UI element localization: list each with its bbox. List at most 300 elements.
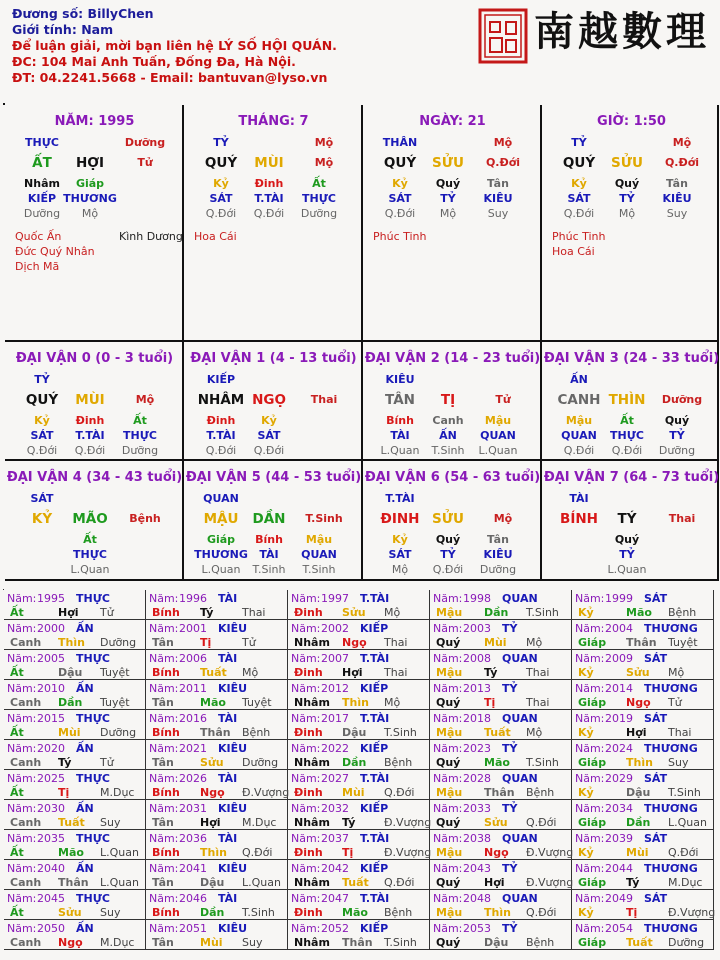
year-branch: Tị bbox=[342, 846, 354, 859]
year-stem: Ất bbox=[10, 726, 24, 739]
hidden-star: KIẾP bbox=[27, 192, 57, 205]
year-star: THƯƠNG bbox=[644, 742, 698, 755]
year-number: 2047 bbox=[321, 892, 349, 905]
year-stage: Đ.Vượng bbox=[526, 846, 574, 859]
year-cell bbox=[146, 650, 288, 680]
year-cell bbox=[430, 860, 572, 890]
year-branch: Thân bbox=[342, 936, 373, 949]
year-stage: Tử bbox=[242, 636, 256, 649]
dai-van-cell bbox=[542, 461, 719, 581]
year-stage: T.Sinh bbox=[384, 936, 417, 949]
year-label: Năm: bbox=[575, 682, 605, 695]
year-star: THỰC bbox=[76, 772, 110, 785]
header-block bbox=[12, 6, 337, 86]
year-stage: Thai bbox=[384, 636, 408, 649]
year-stem: Mậu bbox=[436, 906, 463, 919]
year-branch: Mão bbox=[200, 696, 226, 709]
year-star: KIẾP bbox=[360, 742, 389, 755]
year-star: QUAN bbox=[502, 592, 538, 605]
year-number: 2012 bbox=[321, 682, 349, 695]
hidden-phase: Q.Đới bbox=[205, 207, 237, 220]
year-number: 2034 bbox=[605, 802, 633, 815]
year-star: ẤN bbox=[76, 742, 94, 755]
year-label: Năm: bbox=[575, 772, 605, 785]
year-branch: Tý bbox=[342, 816, 356, 829]
year-stage: Thai bbox=[526, 696, 550, 709]
year-number: 2050 bbox=[37, 922, 65, 935]
year-branch: Dậu bbox=[484, 936, 509, 949]
hidden-stem: Mậu bbox=[305, 533, 333, 546]
year-stage: Tuyệt bbox=[668, 636, 698, 649]
year-stem: Tân bbox=[152, 756, 174, 769]
year-stage: Bệnh bbox=[384, 906, 413, 919]
hidden-phase: Q.Đới bbox=[26, 444, 58, 457]
year-stem: Mậu bbox=[436, 666, 463, 679]
year-number: 2037 bbox=[321, 832, 349, 845]
year-branch: Thân bbox=[484, 786, 515, 799]
year-stem: Bính bbox=[152, 726, 180, 739]
pillar-star: THỰC bbox=[25, 136, 59, 149]
dai-van-star: KIẾP bbox=[206, 373, 236, 386]
year-star: SÁT bbox=[644, 832, 668, 845]
hidden-phase: L.Quan bbox=[607, 563, 647, 576]
year-branch: Dần bbox=[200, 906, 225, 919]
year-star: KIẾP bbox=[360, 922, 389, 935]
dai-van-stem: BÍNH bbox=[560, 511, 598, 527]
year-stage: T.Sinh bbox=[242, 906, 275, 919]
year-label: Năm: bbox=[291, 772, 321, 785]
hidden-star: TỶ bbox=[669, 429, 685, 442]
year-stem: Ất bbox=[10, 846, 24, 859]
hidden-stem: Ất bbox=[133, 414, 147, 427]
year-stage: Tuyệt bbox=[100, 666, 130, 679]
dai-van-title: ĐẠI VẬN 5 (44 - 53 tuổi) bbox=[185, 470, 362, 485]
pillar-cell bbox=[184, 105, 363, 342]
year-stem: Bính bbox=[152, 666, 180, 679]
year-star: TỶ bbox=[502, 802, 518, 815]
hidden-star: TỶ bbox=[619, 548, 635, 561]
dai-van-title: ĐẠI VẬN 7 (64 - 73 tuổi) bbox=[543, 470, 720, 485]
year-branch: Ngọ bbox=[58, 936, 83, 949]
year-star: THỰC bbox=[76, 832, 110, 845]
dai-van-stage: Mộ bbox=[135, 393, 155, 406]
year-stem: Ất bbox=[10, 666, 24, 679]
hidden-phase: L.Quan bbox=[380, 444, 420, 457]
year-label: Năm: bbox=[291, 892, 321, 905]
year-stage: M.Dục bbox=[242, 816, 277, 829]
year-stem: Giáp bbox=[578, 636, 607, 649]
dai-van-stage: Thai bbox=[668, 512, 696, 525]
year-stage: Q.Đới bbox=[384, 876, 415, 889]
year-number: 2054 bbox=[605, 922, 633, 935]
four-pillars-grid bbox=[3, 103, 720, 576]
dai-van-stage: Tử bbox=[495, 393, 511, 406]
year-label: Năm: bbox=[149, 592, 179, 605]
dai-van-star: ẤN bbox=[570, 373, 588, 386]
dai-van-cell bbox=[5, 342, 184, 461]
year-stem: Quý bbox=[436, 876, 461, 889]
yearly-luck-table bbox=[3, 589, 716, 949]
year-star: ẤN bbox=[76, 682, 94, 695]
year-label: Năm: bbox=[7, 742, 37, 755]
year-star: KIÊU bbox=[218, 682, 248, 695]
year-branch: Tị bbox=[58, 786, 70, 799]
year-stage: Thai bbox=[526, 666, 550, 679]
hidden-stem: Quý bbox=[664, 414, 690, 427]
year-star: QUAN bbox=[502, 772, 538, 785]
year-number: 2027 bbox=[321, 772, 349, 785]
year-label: Năm: bbox=[291, 742, 321, 755]
pillar-stem: QUÝ bbox=[562, 155, 596, 171]
dai-van-title: ĐẠI VẬN 0 (0 - 3 tuổi) bbox=[15, 351, 174, 366]
year-number: 2011 bbox=[179, 682, 207, 695]
year-cell bbox=[572, 800, 714, 830]
hidden-phase: Dưỡng bbox=[479, 563, 517, 576]
year-branch: Thìn bbox=[200, 846, 227, 859]
year-number: 2044 bbox=[605, 862, 633, 875]
year-branch: Mão bbox=[626, 606, 652, 619]
year-star: T.TÀI bbox=[360, 892, 390, 905]
hidden-stem: Bính bbox=[386, 414, 414, 427]
hidden-stem: Đinh bbox=[254, 177, 284, 190]
dai-van-title: ĐẠI VẬN 4 (34 - 43 tuổi) bbox=[6, 470, 183, 485]
dai-van-stage: Dưỡng bbox=[661, 393, 703, 406]
hidden-phase: Q.Đới bbox=[384, 207, 416, 220]
year-cell bbox=[430, 620, 572, 650]
year-branch: Mùi bbox=[342, 786, 365, 799]
year-star: ẤN bbox=[76, 622, 94, 635]
year-stage: Tuyệt bbox=[242, 696, 272, 709]
pillar-cell bbox=[363, 105, 542, 342]
year-label: Năm: bbox=[149, 712, 179, 725]
year-stem: Quý bbox=[436, 936, 461, 949]
hidden-stem: Đinh bbox=[75, 414, 105, 427]
dai-van-cell bbox=[184, 461, 363, 581]
year-stage: Đ.Vượng bbox=[242, 786, 290, 799]
pillar-star: TỶ bbox=[213, 136, 229, 149]
year-number: 2041 bbox=[179, 862, 207, 875]
year-stage: Tuyệt bbox=[100, 696, 130, 709]
year-stem: Tân bbox=[152, 876, 174, 889]
year-stage: Bệnh bbox=[384, 756, 413, 769]
year-stage: L.Quan bbox=[100, 876, 139, 889]
hidden-star: THỰC bbox=[73, 548, 107, 561]
hidden-star: THỰC bbox=[610, 429, 644, 442]
year-stem: Đinh bbox=[294, 786, 323, 799]
year-star: THỰC bbox=[76, 712, 110, 725]
year-cell bbox=[288, 770, 430, 800]
hidden-phase: Mộ bbox=[618, 207, 636, 220]
year-label: Năm: bbox=[433, 832, 463, 845]
hidden-phase: Q.Đới bbox=[74, 444, 106, 457]
dai-van-branch: DẦN bbox=[252, 511, 286, 527]
year-stage: Bệnh bbox=[526, 936, 555, 949]
year-star: SÁT bbox=[644, 592, 668, 605]
hidden-phase: Mộ bbox=[81, 207, 99, 220]
year-cell bbox=[4, 680, 146, 710]
year-branch: Sửu bbox=[200, 756, 224, 769]
year-number: 1995 bbox=[37, 592, 65, 605]
year-label: Năm: bbox=[575, 592, 605, 605]
logo-char: 越 bbox=[578, 8, 618, 55]
pillar-note: Quốc Ấn bbox=[15, 230, 62, 243]
year-cell bbox=[4, 710, 146, 740]
year-stage: M.Dục bbox=[100, 936, 135, 949]
year-stem: Tân bbox=[152, 636, 174, 649]
year-stem: Kỷ bbox=[578, 666, 594, 679]
year-stage: Suy bbox=[668, 756, 689, 769]
year-stage: Tử bbox=[100, 606, 114, 619]
year-branch: Dậu bbox=[342, 726, 367, 739]
year-label: Năm: bbox=[433, 892, 463, 905]
year-number: 2001 bbox=[179, 622, 207, 635]
pillar-cell bbox=[5, 105, 184, 342]
hidden-star: TỶ bbox=[440, 548, 456, 561]
pillar-branch: SỬU bbox=[432, 155, 464, 171]
hidden-phase: Q.Đới bbox=[563, 444, 595, 457]
year-stem: Tân bbox=[152, 936, 174, 949]
year-branch: Mùi bbox=[200, 936, 223, 949]
dai-van-cell bbox=[542, 342, 719, 461]
year-number: 2053 bbox=[463, 922, 491, 935]
year-stage: Q.Đới bbox=[384, 786, 415, 799]
year-cell bbox=[572, 710, 714, 740]
year-number: 2010 bbox=[37, 682, 65, 695]
header-contact-line: Để luận giải, mời bạn liên hệ LÝ SỐ HỘI QUÁN. bbox=[12, 38, 337, 53]
pillar-stage: Mộ bbox=[672, 136, 692, 149]
year-cell bbox=[146, 890, 288, 920]
year-branch: Sửu bbox=[58, 906, 82, 919]
year-stem: Nhâm bbox=[294, 876, 330, 889]
year-cell bbox=[572, 620, 714, 650]
year-cell bbox=[146, 740, 288, 770]
year-star: TÀI bbox=[218, 892, 238, 905]
year-stage: Đ.Vượng bbox=[384, 846, 432, 859]
pillar-branch: MÙI bbox=[254, 155, 284, 171]
year-star: KIẾP bbox=[360, 682, 389, 695]
year-branch: Thân bbox=[626, 636, 657, 649]
year-number: 2022 bbox=[321, 742, 349, 755]
year-stage: T.Sinh bbox=[526, 606, 559, 619]
year-label: Năm: bbox=[433, 682, 463, 695]
pillar-note: Kình Dương bbox=[119, 230, 183, 243]
hidden-stem: Mậu bbox=[484, 414, 512, 427]
hidden-phase: Q.Đới bbox=[253, 207, 285, 220]
year-number: 1998 bbox=[463, 592, 491, 605]
year-cell bbox=[4, 860, 146, 890]
dai-van-stem: NHÂM bbox=[197, 392, 245, 408]
year-label: Năm: bbox=[433, 592, 463, 605]
year-branch: Hợi bbox=[484, 876, 505, 889]
year-stem: Ất bbox=[10, 906, 24, 919]
year-branch: Tý bbox=[58, 756, 72, 769]
year-number: 2045 bbox=[37, 892, 65, 905]
year-star: TÀI bbox=[218, 652, 238, 665]
year-label: Năm: bbox=[149, 742, 179, 755]
year-number: 2043 bbox=[463, 862, 491, 875]
year-cell bbox=[288, 650, 430, 680]
hidden-star: TÀI bbox=[390, 429, 410, 442]
year-star: TỶ bbox=[502, 622, 518, 635]
year-star: KIÊU bbox=[218, 862, 248, 875]
hidden-star: TÀI bbox=[259, 548, 279, 561]
year-star: QUAN bbox=[502, 832, 538, 845]
year-stem: Tân bbox=[152, 816, 174, 829]
hidden-stem: Quý bbox=[614, 177, 640, 190]
hidden-phase: Suy bbox=[487, 207, 509, 220]
pillar-stage: Dưỡng bbox=[124, 136, 166, 149]
hidden-stem: Quý bbox=[435, 533, 461, 546]
pillar-stem: ẤT bbox=[32, 155, 52, 171]
year-cell bbox=[4, 890, 146, 920]
year-star: TÀI bbox=[218, 592, 238, 605]
hidden-star: SÁT bbox=[388, 548, 412, 561]
year-cell bbox=[430, 680, 572, 710]
year-cell bbox=[430, 890, 572, 920]
hidden-star: QUAN bbox=[301, 548, 337, 561]
year-label: Năm: bbox=[575, 892, 605, 905]
year-stem: Canh bbox=[10, 876, 42, 889]
year-label: Năm: bbox=[149, 892, 179, 905]
year-stem: Ất bbox=[10, 606, 24, 619]
year-stage: Dưỡng bbox=[100, 726, 137, 739]
year-star: KIẾP bbox=[360, 622, 389, 635]
year-label: Năm: bbox=[7, 772, 37, 785]
year-stem: Nhâm bbox=[294, 756, 330, 769]
dai-van-branch: MÙI bbox=[75, 392, 105, 408]
year-label: Năm: bbox=[575, 832, 605, 845]
dai-van-cell bbox=[363, 461, 542, 581]
year-star: KIÊU bbox=[218, 922, 248, 935]
year-star: THỰC bbox=[76, 892, 110, 905]
year-stage: Mộ bbox=[242, 666, 259, 679]
year-number: 2033 bbox=[463, 802, 491, 815]
pillar-title: GIỜ: 1:50 bbox=[597, 114, 666, 129]
year-stage: M.Dục bbox=[100, 786, 135, 799]
dai-van-branch: NGỌ bbox=[252, 392, 286, 408]
year-branch: Tuất bbox=[58, 816, 85, 829]
year-stage: Bệnh bbox=[526, 786, 555, 799]
dai-van-branch: TỊ bbox=[440, 392, 456, 408]
year-branch: Ngọ bbox=[342, 636, 367, 649]
year-star: KIÊU bbox=[218, 622, 248, 635]
hidden-stem: Nhâm bbox=[24, 177, 60, 190]
year-number: 2008 bbox=[463, 652, 491, 665]
year-number: 2009 bbox=[605, 652, 633, 665]
dai-van-star: TÀI bbox=[569, 492, 589, 505]
pillar-title: NĂM: 1995 bbox=[54, 114, 135, 129]
year-number: 2049 bbox=[605, 892, 633, 905]
year-number: 1997 bbox=[321, 592, 349, 605]
year-stem: Kỷ bbox=[578, 906, 594, 919]
year-cell bbox=[146, 920, 288, 950]
year-cell bbox=[4, 740, 146, 770]
year-stem: Quý bbox=[436, 756, 461, 769]
year-stem: Canh bbox=[10, 756, 42, 769]
year-number: 2039 bbox=[605, 832, 633, 845]
dai-van-branch: MÃO bbox=[72, 511, 108, 527]
year-label: Năm: bbox=[149, 802, 179, 815]
pillar-note: Phúc Tinh bbox=[552, 230, 606, 243]
dai-van-stage: Thai bbox=[310, 393, 338, 406]
hidden-stem: Canh bbox=[432, 414, 464, 427]
year-number: 2025 bbox=[37, 772, 65, 785]
year-stem: Bính bbox=[152, 606, 180, 619]
hidden-star: KIÊU bbox=[483, 192, 513, 205]
year-stage: Thai bbox=[242, 606, 266, 619]
year-stem: Đinh bbox=[294, 906, 323, 919]
year-branch: Ngọ bbox=[200, 786, 225, 799]
year-cell bbox=[572, 920, 714, 950]
year-star: TỶ bbox=[502, 922, 518, 935]
year-stage: Đ.Vượng bbox=[668, 906, 716, 919]
year-stem: Giáp bbox=[578, 936, 607, 949]
hidden-star: T.TÀI bbox=[206, 429, 236, 442]
hidden-stem: Tân bbox=[487, 177, 509, 190]
year-number: 2051 bbox=[179, 922, 207, 935]
hidden-star: QUAN bbox=[561, 429, 597, 442]
year-cell bbox=[430, 830, 572, 860]
year-star: TỶ bbox=[502, 682, 518, 695]
dai-van-branch: SỬU bbox=[432, 511, 464, 527]
year-number: 2000 bbox=[37, 622, 65, 635]
year-number: 2014 bbox=[605, 682, 633, 695]
year-cell bbox=[288, 710, 430, 740]
year-label: Năm: bbox=[291, 652, 321, 665]
year-number: 2046 bbox=[179, 892, 207, 905]
header-address-line: ĐC: 104 Mai Anh Tuấn, Đống Đa, Hà Nội. bbox=[12, 54, 296, 69]
year-cell bbox=[288, 740, 430, 770]
dai-van-title: ĐẠI VẬN 1 (4 - 13 tuổi) bbox=[190, 351, 357, 366]
year-branch: Thìn bbox=[484, 906, 511, 919]
year-cell bbox=[288, 800, 430, 830]
dai-van-title: ĐẠI VẬN 3 (24 - 33 tuổi) bbox=[543, 351, 720, 366]
year-label: Năm: bbox=[7, 682, 37, 695]
year-number: 2021 bbox=[179, 742, 207, 755]
year-branch: Hợi bbox=[342, 666, 363, 679]
year-stage: Thai bbox=[384, 666, 408, 679]
year-cell bbox=[430, 800, 572, 830]
hidden-star: TỶ bbox=[619, 192, 635, 205]
dai-van-branch: THÌN bbox=[608, 392, 646, 408]
year-cell bbox=[430, 740, 572, 770]
year-stem: Canh bbox=[10, 936, 42, 949]
header-phone-line: ĐT: 04.2241.5668 - Email: bantuvan@lyso.vn bbox=[12, 70, 328, 85]
year-label: Năm: bbox=[149, 682, 179, 695]
dai-van-stage: T.Sinh bbox=[305, 512, 343, 525]
year-star: THỰC bbox=[76, 652, 110, 665]
header-gender-line: Giới tính: Nam bbox=[12, 22, 114, 37]
year-cell bbox=[288, 860, 430, 890]
year-star: T.TÀI bbox=[360, 592, 390, 605]
year-label: Năm: bbox=[575, 712, 605, 725]
hidden-phase: Dưỡng bbox=[23, 207, 61, 220]
year-cell bbox=[288, 590, 430, 620]
year-cell bbox=[146, 770, 288, 800]
year-branch: Tý bbox=[626, 876, 640, 889]
year-stem: Đinh bbox=[294, 666, 323, 679]
hidden-star: T.TÀI bbox=[75, 429, 105, 442]
year-label: Năm: bbox=[291, 802, 321, 815]
hidden-phase: Dưỡng bbox=[121, 444, 159, 457]
year-number: 2048 bbox=[463, 892, 491, 905]
year-cell bbox=[146, 680, 288, 710]
year-branch: Tuất bbox=[626, 936, 653, 949]
year-cell bbox=[572, 680, 714, 710]
year-label: Năm: bbox=[433, 742, 463, 755]
dai-van-cell bbox=[363, 342, 542, 461]
year-cell bbox=[430, 770, 572, 800]
